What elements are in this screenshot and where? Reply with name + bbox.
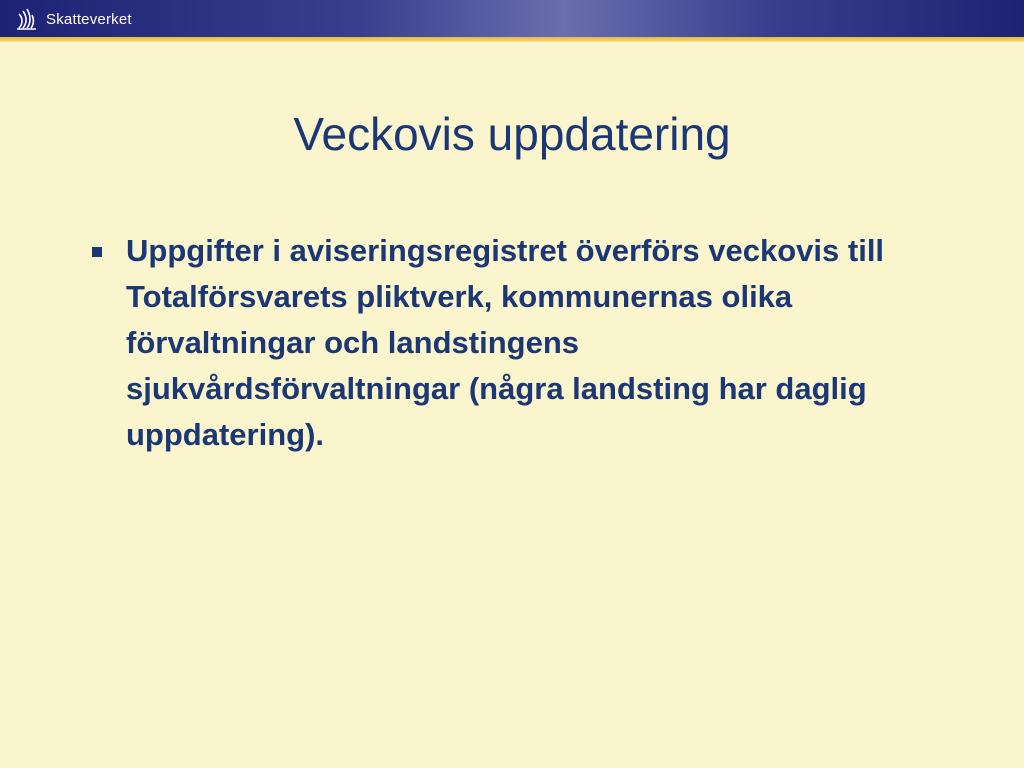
bullet-list	[88, 228, 908, 458]
logo-text: Skatteverket	[46, 10, 132, 28]
slide-title: Veckovis uppdatering	[293, 108, 731, 160]
header-stripe	[0, 37, 1024, 42]
skatteverket-logo-icon	[14, 6, 40, 32]
logo	[14, 5, 132, 33]
header-bar	[0, 0, 1024, 38]
bullet-item	[88, 228, 908, 458]
square-bullet-icon	[92, 247, 102, 257]
bullet-text: Uppgifter i aviseringsregistret överförs veckovis till Totalförsvarets pliktverk, kommunernas olika förvaltningar och landstingens sjukvårdsförvaltningar (några landsting har daglig uppdatering).	[126, 233, 885, 452]
